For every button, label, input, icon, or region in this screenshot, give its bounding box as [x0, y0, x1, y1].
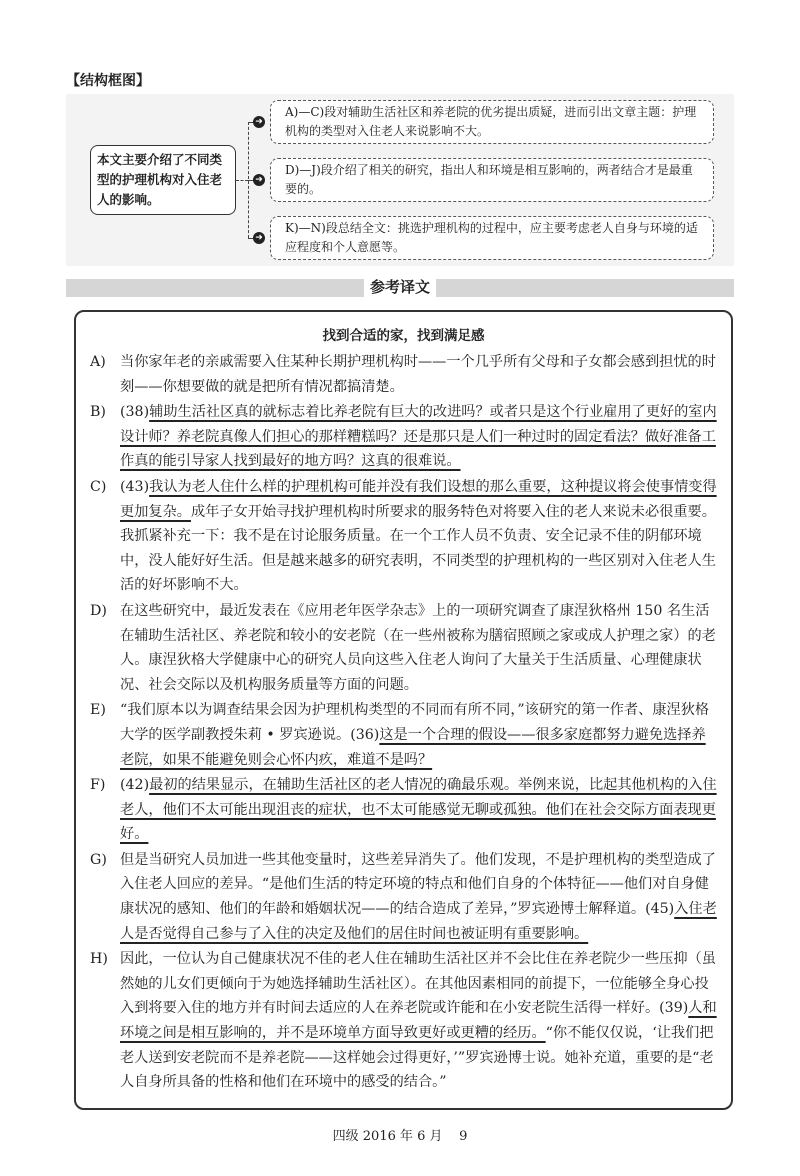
paragraph-label: B) — [90, 404, 106, 421]
article-body — [76, 350, 731, 1095]
paragraph-label: G) — [90, 851, 107, 868]
section-heading: 【结构框图】 — [66, 73, 150, 89]
paragraph-label: H) — [90, 951, 108, 968]
diagram-items — [248, 100, 714, 260]
paragraph-label: C) — [90, 478, 107, 495]
underlined-answer-text: 入住老人是否觉得自己参与了入住的决定及他们的居住时间也被证明有重要影响。 — [120, 901, 717, 942]
paragraph-text: 当你家年老的亲戚需要入住某种长期护理机构时——一个几乎所有父母和子女都会感到担忧的时刻——你想要做的就是把所有情况都搞清楚。 — [120, 354, 716, 395]
translation-box — [74, 310, 733, 1110]
underlined-answer-text: 最初的结果显示，在辅助生活社区的老人情况的确最乐观。举例来说，比起其他机构的入住老人，他们不太可能出现沮丧的症状，也不太可能感觉无聊或孤独。他们在社会交际方面表现更好。 — [120, 777, 717, 843]
arrow-right-icon: ➜ — [253, 174, 265, 186]
structure-diagram — [66, 94, 734, 266]
paragraph-text: 成年子女开始寻找护理机构时所要求的服务特色对将要入住的老人来说未必很重要。我抓紧补充一下：我不是在讨论服务质量。在一个工作人员不负责、安全记录不佳的阴郁环境中，没人能好好生活。但是越来越多的研究表明，不同类型的护理机构的一些区别对入住老人生活的好坏影响不大。 — [120, 503, 716, 594]
diagram-item: K)—N)段总结全文：挑选护理机构的过程中，应主要考虑老人自身与环境的适应程度和个人意愿等。 — [270, 216, 714, 260]
underlined-answer-text: 辅助生活社区真的就标志着比养老院有巨大的改进吗？或者只是这个行业雇用了更好的室内设计师？养老院真像人们担心的那样糟糕吗？还是那只是人们一种过时的固定看法？做好准备工作真的能引导家人找到最好的地方吗？这真的很难说。 — [120, 404, 717, 470]
underlined-answer-text: 我认为老人住什么样的护理机构可能并没有我们设想的那么重要，这种提议将会使事情变得更加复杂。 — [120, 478, 717, 520]
article-title: 找到合适的家，找到满足感 — [322, 328, 485, 344]
paragraph — [90, 947, 731, 1095]
diagram-item: D)—J)段介绍了相关的研究，指出人和环境是相互影响的，两者结合才是最重要的。 — [270, 158, 714, 202]
connector-line — [236, 180, 248, 181]
translation-heading: 参考译文 — [364, 276, 436, 298]
paragraph-label: E) — [90, 702, 106, 719]
diagram-main-box: 本文主要介绍了不同类型的护理机构对入住老人的影响。 — [90, 145, 236, 215]
diagram-branch — [255, 216, 714, 260]
paragraph-text: (42) — [120, 777, 150, 794]
diagram-branch — [255, 100, 714, 144]
paragraph-text: 但是当研究人员加进一些其他变量时，这些差异消失了。他们发现，不是护理机构的类型造成了入住老人回应的差异。“是他们生活的特定环境的特点和他们自身的个体特征——他们对自身健康状况的感知、他们的年龄和婚姻状况——的结合造成了差异，”罗宾逊博士解释道。(45) — [120, 851, 716, 918]
paragraph-label: D) — [90, 602, 107, 619]
page-footer: 四级 2016 年 6 月 9 — [332, 1128, 468, 1144]
arrow-right-icon: ➜ — [253, 116, 265, 128]
translation-header-bar — [66, 279, 734, 297]
arrow-right-icon: ➜ — [253, 232, 265, 244]
paragraph — [90, 400, 731, 474]
paragraph-text: 在这些研究中，最近发表在《应用老年医学杂志》上的一项研究调查了康涅狄格州 150 名生活在辅助生活社区、养老院和较小的安老院（在一些州被称为膳宿照顾之家或成人护理之家）的老人。康涅狄格大学健康中心的研究人员向这些入住老人询问了大量关于生活质量、心理健康状况、社会交际以及机构服务质量等方面的问题。 — [120, 602, 716, 693]
paragraph-label: F) — [90, 777, 106, 794]
diagram-branch — [255, 158, 714, 202]
paragraph — [90, 773, 731, 847]
underlined-answer-text: 这是一个合理的假设——很多家庭都努力避免选择养老院，如果不能避免则会心怀内疚，难道不是吗？ — [120, 726, 706, 768]
underlined-answer-text: 人和环境之间是相互影响的，并不是环境单方面导致更好或更糟的经历。 — [120, 1000, 717, 1042]
paragraph-text: “我们原本以为调查结果会因为护理机构类型的不同而有所不同，”该研究的第一作者、康涅狄格大学的医学副教授朱莉 • 罗宾逊说。(36) — [120, 702, 710, 743]
diagram-item: A)—C)段对辅助生活社区和养老院的优劣提出质疑，进而引出文章主题：护理机构的类型对入住老人来说影响不大。 — [270, 100, 714, 144]
paragraph — [90, 848, 731, 946]
paragraph — [90, 599, 731, 697]
paragraph-text: (43) — [120, 478, 150, 495]
paragraph-label: A) — [90, 354, 106, 370]
paragraph — [90, 475, 731, 598]
paragraph — [90, 350, 731, 399]
paragraph-text: (38) — [120, 404, 150, 421]
paragraph-text: 因此，一位认为自己健康状况不佳的老人住在辅助生活社区并不会比住在养老院少一些压抑（虽然她的儿女们更倾向于为她选择辅助生活社区）。在其他因素相同的前提下，一位能够全身心投入到将要入住的地方并有时间去适应的人在养老院或许能和在小安老院生活得一样好。(39) — [120, 951, 716, 1017]
paragraph — [90, 698, 731, 772]
paragraph-text: “你不能仅仅说，‘让我们把老人送到安老院而不是养老院——这样她会过得更好，’”罗宾逊博士说。她补充道，重要的是“老人自身所具备的性格和他们在环境中的感受的结合。” — [120, 1025, 714, 1091]
